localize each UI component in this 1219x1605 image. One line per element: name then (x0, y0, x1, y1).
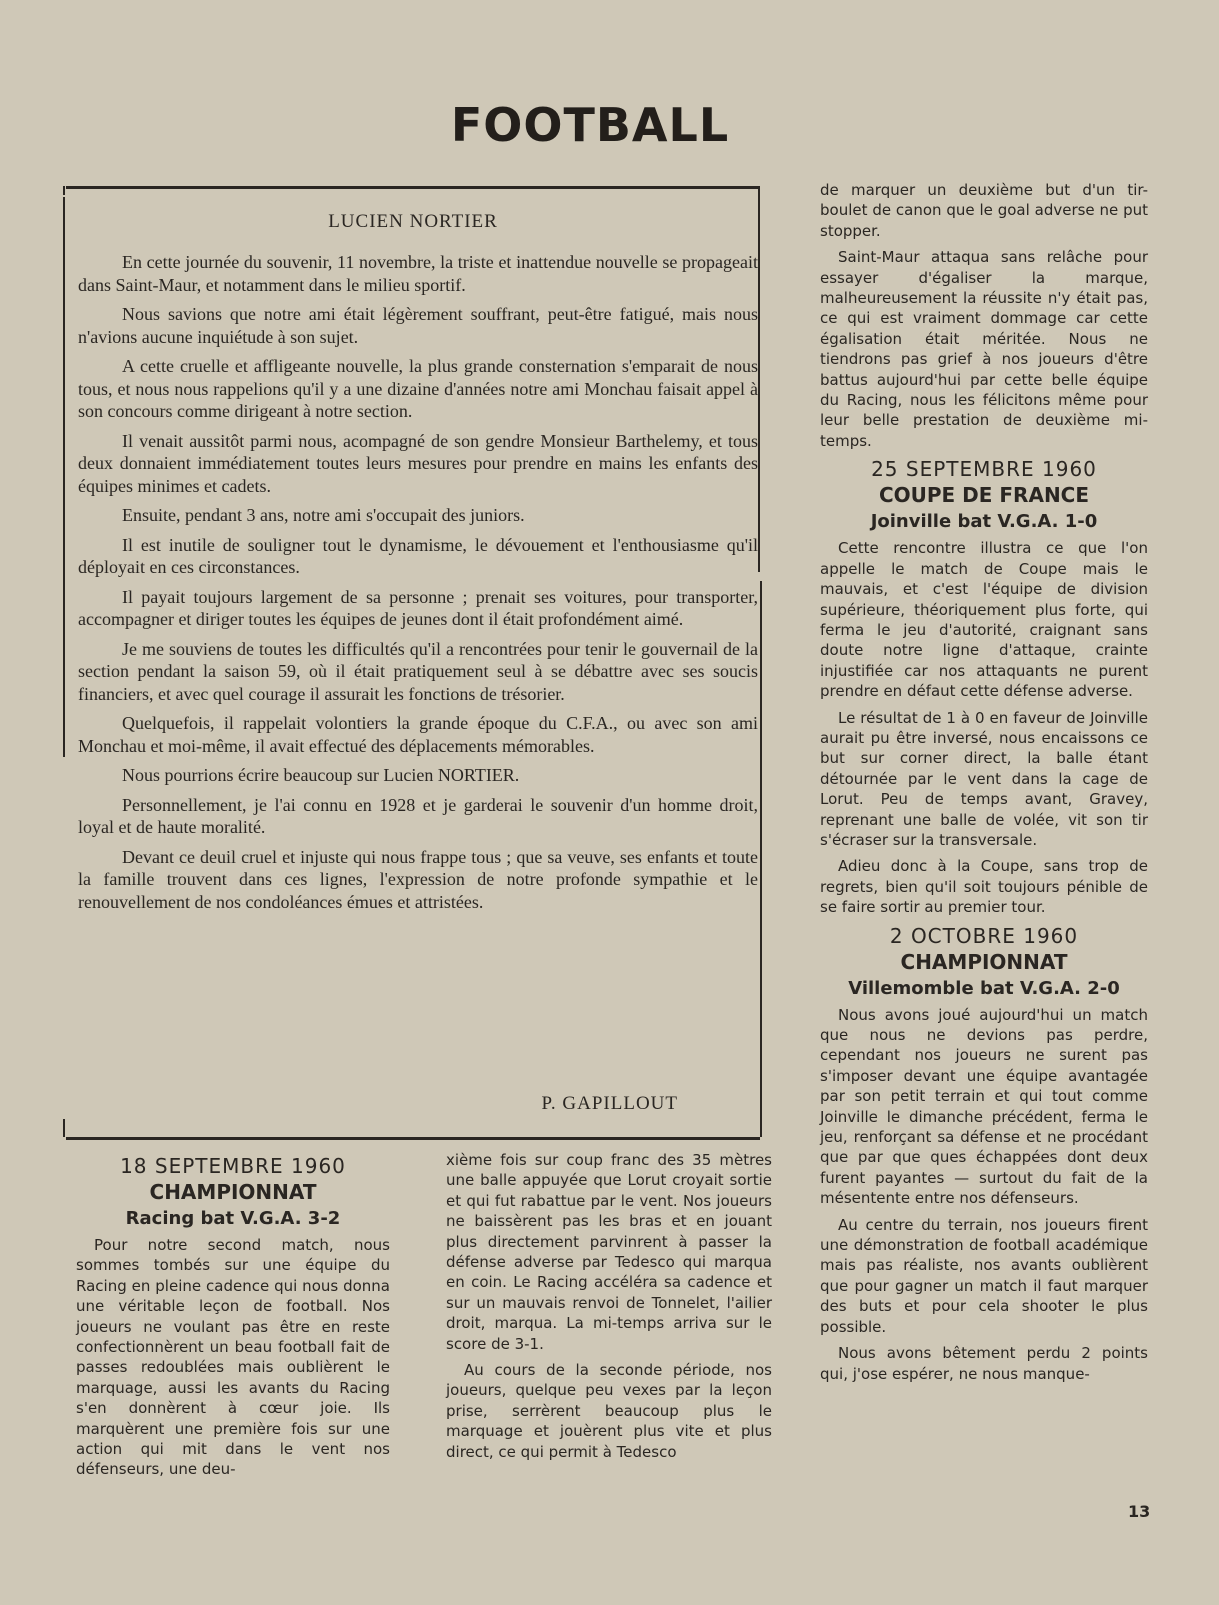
villemomble-paragraph: Au centre du terrain, nos joueurs firent une démonstration de football académique mais pas réaliste, nos avants oublièrent que pour gagner un match il faut marquer des buts et pour cela shooter le plus possible. (820, 1215, 1148, 1336)
obituary-box-left-border-bottom (63, 1119, 65, 1137)
obituary-box-corner (63, 186, 65, 195)
page-number: 13 (1128, 1502, 1151, 1521)
obituary-box-right-border-bottom (760, 581, 762, 1137)
obituary-paragraph: En cette journée du souvenir, 11 novembre, la triste et inattendue nouvelle se propageait dans Saint-Maur, et notamment dans le milieu sportif. (78, 252, 758, 295)
racing-column-1 (76, 1154, 390, 1486)
obituary-heading: LUCIEN NORTIER (328, 211, 498, 232)
racing-column-2 (446, 1150, 772, 1468)
obituary-signature: P. GAPILLOUT (541, 1093, 678, 1114)
section-result: Racing bat V.G.A. 3-2 (125, 1208, 341, 1229)
racing-paragraph: xième fois sur coup franc des 35 mètres une balle appuyée que Lorut croyait sortie et qui fut rabattue par le vent. Nos joueurs ne baissèrent pas les bras et en jouant plus directement parvinrent à passer la défense adverse par Tedesco qui marqua en coin. Le Racing accéléra sa cadence et sur un mauvais renvoi de Tonnelet, l'ailier droit, marqua. La mi-temps arriva sur le score de 3-1. (446, 1151, 772, 1353)
section-date: 25 SEPTEMBRE 1960 (871, 457, 1097, 482)
obituary-box-left-border (63, 197, 65, 757)
obituary-paragraph: A cette cruelle et affligeante nouvelle, la plus grande consternation s'emparait de nous tous, et nous nous rappelions qu'il y a une dizaine d'années notre ami Monchau faisait appel à son concours comme dirigeant à notre section. (78, 356, 758, 421)
obituary-paragraph: Il est inutile de souligner tout le dynamisme, le dévouement et l'enthousiasme qu'il déployait en ces circonstances. (78, 534, 758, 577)
section-date: 18 SEPTEMBRE 1960 (120, 1154, 346, 1178)
obituary-paragraph: Quelquefois, il rappelait volontiers la grande époque du C.F.A., ou avec son ami Monchau et moi-même, il avait effectué des déplacements mémorables. (78, 713, 758, 756)
racing-paragraph: Au cours de la seconde période, nos joueurs, quelque peu vexes par la leçon prise, serrèrent beaucoup plus le marquage et jouèrent plus vite et plus direct, ce qui permit à Tedesco (446, 1361, 772, 1461)
obituary-paragraph: Devant ce deuil cruel et injuste qui nous frappe tous ; que sa veuve, ses enfants et toute la famille trouvent dans ces lignes, l'expression de notre profonde sympathie et le renouvellement de nos condoléances émues et attristées. (78, 846, 758, 912)
section-date: 2 OCTOBRE 1960 (889, 923, 1079, 948)
coupe-paragraph: Cette rencontre illustra ce que l'on appelle le match de Coupe mais le mauvais, et c'est l'équipe de division supérieure, théoriquement plus forte, qui ferma le jeu d'autorité, craignant sans doute notre ligne d'attaque, crainte injustifiée car nos attaquants ne purent prendre en défaut cette défense adverse. (820, 539, 1148, 701)
villemomble-paragraph: Nous avons joué aujourd'hui un match que nous ne devions pas perdre, cependant nos joueurs ne surent pas s'imposer devant une équipe avantagée par son petit terrain et qui tout comme Joinville le dimanche précédent, ferma le jeu, renforçant sa défense et ne procédant que par que ques échappées dont deux furent payantes — surtout du fait de la mésentente entre nos défenseurs. (820, 1005, 1148, 1208)
section-type: CHAMPIONNAT (149, 1180, 317, 1204)
section-type: COUPE DE FRANCE (878, 483, 1090, 508)
obituary-paragraph: Personnellement, je l'ai connu en 1928 et je garderai le souvenir d'un homme droit, loyal et de haute moralité. (78, 794, 758, 837)
obituary-body (78, 251, 758, 920)
continuation-paragraph: Saint-Maur attaqua sans relâche pour essayer d'égaliser la marque, malheureusement la réussite n'y était pas, ce qui est vraiment dommage car cette égalisation était méritée. Nous ne tiendrons pas grief à nos joueurs d'être battus aujourd'hui par cette belle équipe du Racing, nous les félicitons même pour leur belle prestation de deuxième mi-temps. (820, 248, 1148, 450)
obituary-paragraph: Il venait aussitôt parmi nous, acompagné de son gendre Monsieur Barthelemy, et tous deux donnaient immédiatement toutes leurs mesures pour prendre en mains les enfants des équipes minimes et cadets. (78, 430, 758, 496)
obituary-paragraph: Nous savions que notre ami était légèrement souffrant, peut-être fatigué, mais nous n'avions aucune inquiétude à son sujet. (78, 304, 758, 347)
continuation-paragraph: de marquer un deuxième but d'un tir-boulet de canon que le goal adverse ne put stopper. (820, 181, 1148, 240)
obituary-paragraph: Nous pourrions écrire beaucoup sur Lucien NORTIER. (122, 765, 520, 785)
obituary-paragraph: Ensuite, pendant 3 ans, notre ami s'occupait des juniors. (122, 505, 525, 525)
coupe-paragraph: Le résultat de 1 à 0 en faveur de Joinville aurait pu être inversé, nous encaissons ce but sur corner direct, la balle étant détournée par le vent dans la cage de Lorut. Peu de temps avant, Gravey, reprenant une balle de volée, vit son tir s'écraser sur la transversale. (820, 708, 1148, 849)
section-result: Villemomble bat V.G.A. 2-0 (848, 977, 1120, 999)
obituary-paragraph: Je me souviens de toutes les difficultés qu'il a rencontrées pour tenir le gouvernail de la section pendant la saison 59, où il était pratiquement seul à se débattre avec ses soucis financiers, et avec quel courage il assurait les fonctions de trésorier. (78, 638, 758, 704)
racing-paragraph: Pour notre second match, nous sommes tombés sur une équipe du Racing en pleine cadence qui nous donna une véritable leçon de football. Nos joueurs ne voulant pas être en reste confectionnèrent un beau football fait de passes redoublées mais oublièrent le marquage, aussi les avants du Racing s'en donnèrent à cœur joie. Ils marquèrent une première fois sur une action qui mit dans le vent nos défenseurs, une deu- (76, 1236, 390, 1479)
villemomble-paragraph: Nous avons bêtement perdu 2 points qui, j'ose espérer, ne nous manque- (820, 1344, 1148, 1383)
obituary-box-right-border-top (758, 186, 760, 572)
obituary-box (66, 186, 760, 1140)
obituary-paragraph: Il payait toujours largement de sa personne ; prenait ses voitures, pour transporter, accompagner et diriger toutes les équipes de jeunes dont il était profondément aimé. (78, 586, 758, 629)
section-type: CHAMPIONNAT (900, 949, 1068, 974)
page-title: FOOTBALL (450, 98, 730, 152)
right-column (820, 180, 1148, 1390)
coupe-paragraph: Adieu donc à la Coupe, sans trop de regrets, bien qu'il soit toujours pénible de se faire sortir au premier tour. (820, 857, 1148, 917)
section-result: Joinville bat V.G.A. 1-0 (870, 511, 1098, 533)
